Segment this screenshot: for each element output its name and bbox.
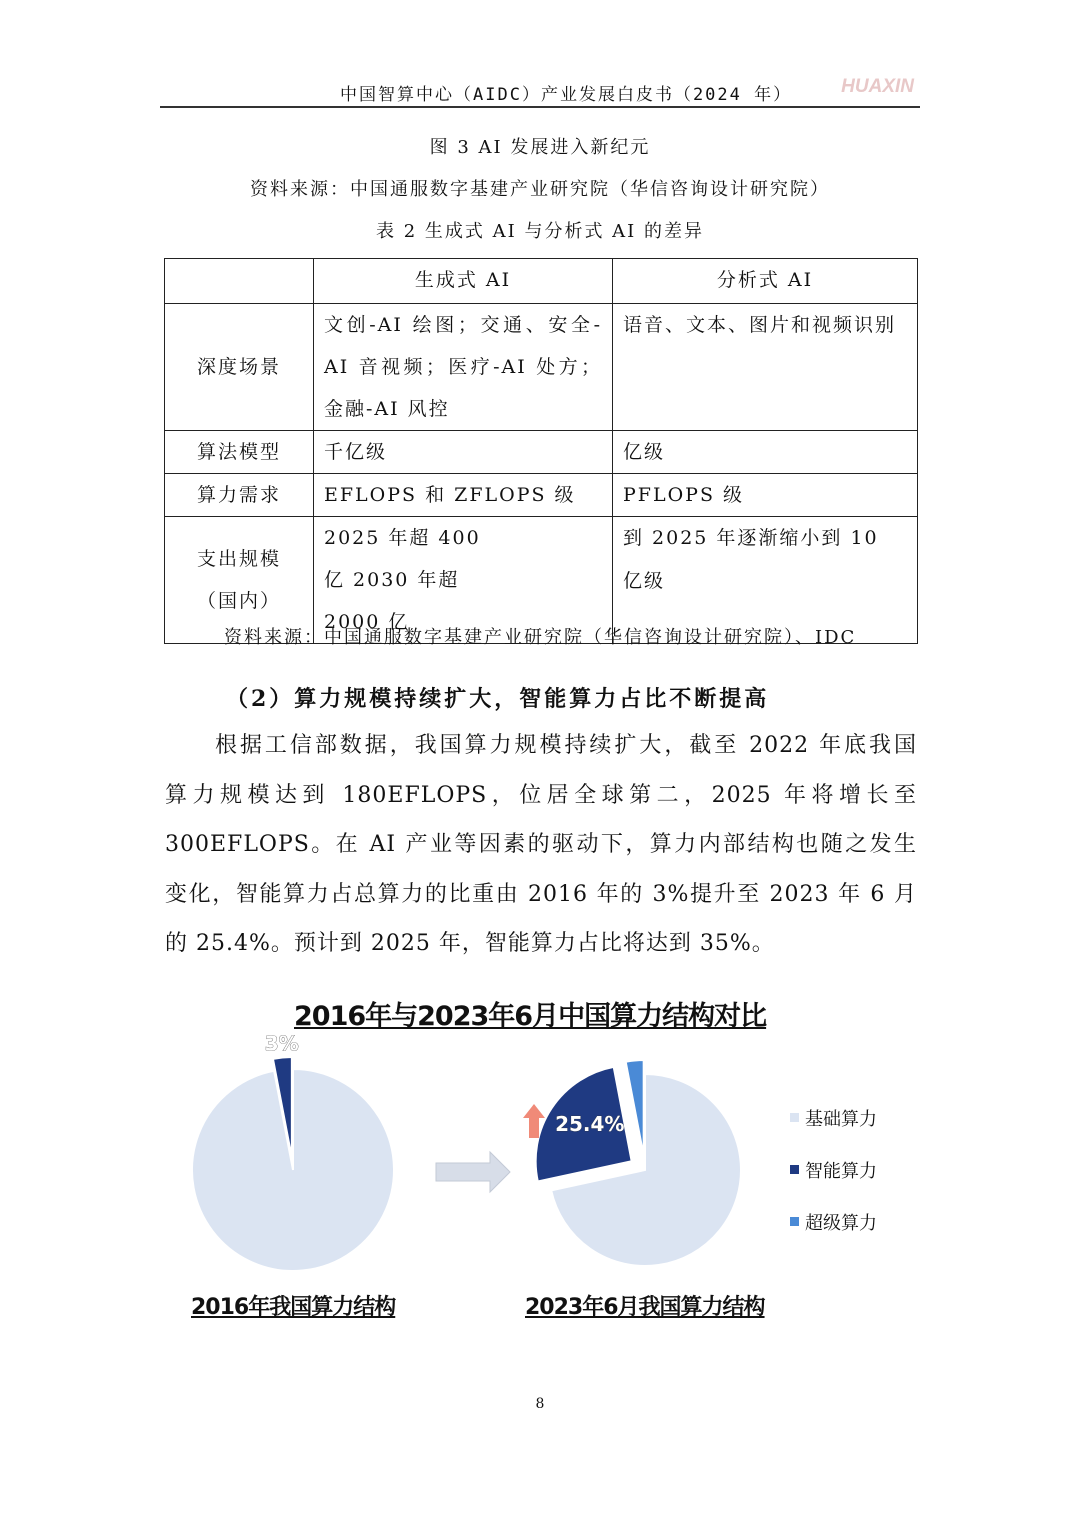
section-heading: （2）算力规模持续扩大，智能算力占比不断提高	[226, 686, 770, 712]
paragraph-line: 算力规模达到 180EFLOPS，位居全球第二，2025 年将增长至	[165, 782, 917, 808]
row-label: 算力需求	[165, 474, 314, 517]
legend-label: 基础算力	[805, 1109, 877, 1130]
pie-2023-subtitle: 2023年6月我国算力结构	[525, 1295, 765, 1320]
header-cell: 生成式 AI	[314, 259, 613, 304]
slice-data-label: 3%	[264, 1031, 299, 1056]
chart-legend	[790, 1105, 877, 1261]
pie-slice-基础算力	[192, 1069, 394, 1271]
legend-item	[790, 1209, 877, 1261]
huaxin-logo: HUAXIN	[841, 76, 914, 97]
cell: 2025 年超 400 亿 2030 年超 2000 亿	[314, 517, 613, 644]
legend-swatch	[790, 1113, 799, 1122]
slice-data-label: 25.4%	[555, 1111, 625, 1136]
row-label: 支出规模（国内）	[165, 517, 314, 644]
chart-title: 2016年与2023年6月中国算力结构对比	[294, 1001, 767, 1032]
row-label: 算法模型	[165, 431, 314, 474]
pie-2016-subtitle: 2016年我国算力结构	[191, 1295, 396, 1320]
header-title: 中国智算中心（AIDC）产业发展白皮书（2024 年）	[340, 85, 793, 105]
row-label: 深度场景	[165, 304, 314, 431]
figure-caption: 图 3 AI 发展进入新纪元	[429, 137, 651, 158]
legend-swatch	[790, 1165, 799, 1174]
cell: EFLOPS 和 ZFLOPS 级	[314, 474, 613, 517]
table-source: 资料来源：中国通服数字基建产业研究院（华信咨询设计研究院）、IDC	[224, 627, 857, 648]
cell: PFLOPS 级	[613, 474, 918, 517]
table-caption: 表 2 生成式 AI 与分析式 AI 的差异	[376, 221, 704, 242]
paragraph-line: 变化，智能算力占总算力的比重由 2016 年的 3%提升至 2023 年 6 月	[165, 881, 917, 907]
legend-label: 智能算力	[805, 1161, 877, 1182]
figure-source: 资料来源：中国通服数字基建产业研究院（华信咨询设计研究院）	[250, 179, 830, 200]
cell: 亿级	[613, 431, 918, 474]
paragraph-line: 根据工信部数据，我国算力规模持续扩大，截至 2022 年底我国	[215, 733, 917, 758]
cell: 文创-AI 绘图；交通、安全-AI 音视频；医疗-AI 处方；金融-AI 风控	[314, 304, 613, 431]
legend-item	[790, 1157, 877, 1209]
legend-label: 超级算力	[805, 1213, 877, 1234]
transition-arrow-icon	[436, 1152, 510, 1192]
legend-item	[790, 1105, 877, 1157]
cell: 语音、文本、图片和视频识别	[613, 304, 918, 431]
paragraph-line: 300EFLOPS。在 AI 产业等因素的驱动下，算力内部结构也随之发生	[165, 832, 917, 857]
page-number: 8	[535, 1396, 545, 1412]
legend-swatch	[790, 1217, 799, 1226]
paragraph-line: 的 25.4%。预计到 2025 年，智能算力占比将达到 35%。	[165, 931, 775, 956]
header-cell: 分析式 AI	[613, 259, 918, 304]
cell: 到 2025 年逐渐缩小到 10 亿级	[613, 517, 918, 644]
cell: 千亿级	[314, 431, 613, 474]
